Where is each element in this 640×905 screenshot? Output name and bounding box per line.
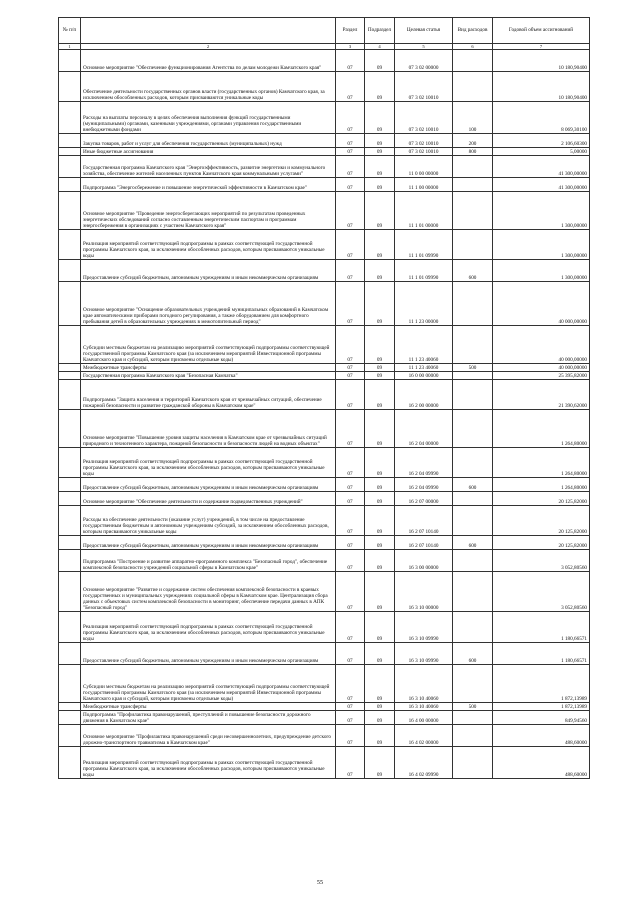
num-cell xyxy=(59,665,81,703)
expense-type-code xyxy=(453,612,493,643)
table-row xyxy=(59,156,590,178)
section-code: 07 xyxy=(336,230,365,260)
amount-value: 488,60000 xyxy=(493,725,590,747)
section-code: 07 xyxy=(336,372,365,380)
target-article-code: 11 1 23 00000 xyxy=(395,282,453,326)
table-row xyxy=(59,134,590,148)
target-article-code: 16 2 00 00000 xyxy=(395,380,453,410)
amount-value: 2 106,60300 xyxy=(493,134,590,148)
table-row xyxy=(59,506,590,536)
table-row xyxy=(59,665,590,703)
subsection-code: 09 xyxy=(365,643,395,665)
target-article-code: 07 3 02 00000 xyxy=(395,50,453,72)
num-cell xyxy=(59,725,81,747)
num-cell xyxy=(59,703,81,711)
expense-type-code xyxy=(453,665,493,703)
subsection-code: 09 xyxy=(365,536,395,550)
section-code: 07 xyxy=(336,156,365,178)
expense-type-code xyxy=(453,326,493,364)
subsection-code: 09 xyxy=(365,372,395,380)
section-code: 07 xyxy=(336,492,365,506)
table-row xyxy=(59,260,590,282)
subsection-code: 09 xyxy=(365,364,395,372)
amount-value: 1 300,00000 xyxy=(493,230,590,260)
subsection-code: 09 xyxy=(365,711,395,725)
table-row xyxy=(59,410,590,448)
target-article-code: 16 3 10 09990 xyxy=(395,643,453,665)
expense-type-code: 500 xyxy=(453,703,493,711)
subsection-code: 09 xyxy=(365,478,395,492)
header-annual-amount: Годовой объем ассигнований xyxy=(493,18,590,44)
table-row xyxy=(59,364,590,372)
amount-value: 40 000,00000 xyxy=(493,364,590,372)
section-code: 07 xyxy=(336,448,365,478)
expense-type-code: 600 xyxy=(453,643,493,665)
header-section: Раздел xyxy=(336,18,365,44)
num-cell xyxy=(59,326,81,364)
column-number: 2 xyxy=(81,44,336,50)
subsection-code: 09 xyxy=(365,380,395,410)
item-name: Основное мероприятие "Повышение уровня защиты населения в Камчатском крае от чрезвычайных ситуаций природного и техногенного характера, пожарной безопасности и безопасности людей на водных объектах" xyxy=(81,410,336,448)
item-name: Предоставление субсидий бюджетным, автономным учреждениям и иным некоммерческим организациям xyxy=(81,260,336,282)
amount-value: 8 069,30100 xyxy=(493,102,590,134)
amount-value: 1 264,80000 xyxy=(493,448,590,478)
num-cell xyxy=(59,260,81,282)
table-row xyxy=(59,192,590,230)
expense-type-code xyxy=(453,572,493,612)
subsection-code: 09 xyxy=(365,326,395,364)
num-cell xyxy=(59,506,81,536)
expense-type-code xyxy=(453,50,493,72)
header-target-article: Целевая статья xyxy=(395,18,453,44)
amount-value: 1 264,80000 xyxy=(493,478,590,492)
column-number: 7 xyxy=(493,44,590,50)
subsection-code: 09 xyxy=(365,134,395,148)
subsection-code: 09 xyxy=(365,230,395,260)
subsection-code: 09 xyxy=(365,102,395,134)
expense-type-code xyxy=(453,550,493,572)
num-cell xyxy=(59,102,81,134)
subsection-code: 09 xyxy=(365,178,395,192)
expense-type-code xyxy=(453,506,493,536)
num-cell xyxy=(59,380,81,410)
num-cell xyxy=(59,747,81,779)
target-article-code: 11 1 23 40060 xyxy=(395,364,453,372)
section-code: 07 xyxy=(336,282,365,326)
section-code: 07 xyxy=(336,506,365,536)
amount-value: 41 300,00000 xyxy=(493,156,590,178)
num-cell xyxy=(59,448,81,478)
expense-type-code xyxy=(453,372,493,380)
item-name: Подпрограмма "Энергосбережение и повышение энергетической эффективности в Камчатском крае" xyxy=(81,178,336,192)
amount-value: 41 300,00000 xyxy=(493,178,590,192)
item-name: Предоставление субсидий бюджетным, автономным учреждениям и иным некоммерческим организациям xyxy=(81,536,336,550)
section-code: 07 xyxy=(336,572,365,612)
table-row xyxy=(59,372,590,380)
amount-value: 1 180,66571 xyxy=(493,612,590,643)
item-name: Государственная программа Камчатского края "Энергоэффективность, развитие энергетики и коммунального хозяйства, обеспечение жителей населенных пунктов Камчатского края коммунальными услугами" xyxy=(81,156,336,178)
item-name: Предоставление субсидий бюджетным, автономным учреждениям и иным некоммерческим организациям xyxy=(81,478,336,492)
target-article-code: 16 2 04 00000 xyxy=(395,410,453,448)
item-name: Межбюджетные трансферты xyxy=(81,364,336,372)
target-article-code: 16 4 02 00000 xyxy=(395,725,453,747)
num-cell xyxy=(59,410,81,448)
num-cell xyxy=(59,50,81,72)
table-row xyxy=(59,478,590,492)
item-name: Расходы на обеспечение деятельности (оказание услуг) учреждений, в том числе на предоставление государственным бюджетным и автономным учреждениям субсидий, за исключением обособленных расходов, которым присваиваются уникальные коды xyxy=(81,506,336,536)
subsection-code: 09 xyxy=(365,192,395,230)
amount-value: 10 180,90400 xyxy=(493,50,590,72)
target-article-code: 16 3 10 00000 xyxy=(395,572,453,612)
section-code: 07 xyxy=(336,478,365,492)
subsection-code: 09 xyxy=(365,572,395,612)
target-article-code: 07 3 02 10010 xyxy=(395,148,453,156)
amount-value: 25 395,82000 xyxy=(493,372,590,380)
column-number: 5 xyxy=(395,44,453,50)
expense-type-code xyxy=(453,448,493,478)
item-name: Субсидии местным бюджетам на реализацию мероприятий соответствующей подпрограммы соответствующей государственной программы Камчатского края (за исключением мероприятий Инвестиционной программы Камчатского края и субсидий, которым присвоены отдельные коды) xyxy=(81,326,336,364)
subsection-code: 09 xyxy=(365,747,395,779)
expense-type-code xyxy=(453,72,493,102)
table-row xyxy=(59,550,590,572)
table-row xyxy=(59,230,590,260)
section-code: 07 xyxy=(336,102,365,134)
amount-value: 20 125,82000 xyxy=(493,506,590,536)
target-article-code: 07 3 02 10010 xyxy=(395,102,453,134)
item-name: Предоставление субсидий бюджетным, автономным учреждениям и иным некоммерческим организациям xyxy=(81,643,336,665)
section-code: 07 xyxy=(336,536,365,550)
subsection-code: 09 xyxy=(365,410,395,448)
table-row xyxy=(59,492,590,506)
expense-type-code: 600 xyxy=(453,536,493,550)
num-cell xyxy=(59,643,81,665)
table-row xyxy=(59,572,590,612)
expense-type-code: 800 xyxy=(453,148,493,156)
section-code: 07 xyxy=(336,703,365,711)
header-subsection: Подраздел xyxy=(365,18,395,44)
item-name: Основное мероприятие "Развитие и содержание систем обеспечения комплексной безопасности в краевых государственных и муниципальных учреждениях социальной сферы в Камчатском крае. Централизация сбора данных с объектовых систем комплексной безопасности в мониторинг, обеспечение передачи данных в АПК "Безопасный город" xyxy=(81,572,336,612)
expense-type-code xyxy=(453,747,493,779)
section-code: 07 xyxy=(336,550,365,572)
subsection-code: 09 xyxy=(365,260,395,282)
amount-value: 488,60000 xyxy=(493,747,590,779)
column-number: 1 xyxy=(59,44,81,50)
num-cell xyxy=(59,282,81,326)
section-code: 07 xyxy=(336,178,365,192)
section-code: 07 xyxy=(336,148,365,156)
amount-value: 1 872,13989 xyxy=(493,703,590,711)
expense-type-code: 100 xyxy=(453,102,493,134)
num-cell xyxy=(59,72,81,102)
expense-type-code: 500 xyxy=(453,364,493,372)
target-article-code: 07 3 02 10010 xyxy=(395,134,453,148)
num-cell xyxy=(59,156,81,178)
target-article-code: 16 2 07 10140 xyxy=(395,506,453,536)
table-row xyxy=(59,72,590,102)
amount-value: 1 264,80000 xyxy=(493,410,590,448)
table-row xyxy=(59,536,590,550)
target-article-code: 11 1 01 09990 xyxy=(395,230,453,260)
target-article-code: 16 2 04 09990 xyxy=(395,448,453,478)
num-cell xyxy=(59,711,81,725)
item-name: Закупка товаров, работ и услуг для обеспечения государственных (муниципальных) нужд xyxy=(81,134,336,148)
target-article-code: 16 3 10 40060 xyxy=(395,703,453,711)
table-row xyxy=(59,50,590,72)
num-cell xyxy=(59,134,81,148)
expense-type-code xyxy=(453,410,493,448)
amount-value: 1 180,66571 xyxy=(493,643,590,665)
target-article-code: 16 2 07 00000 xyxy=(395,492,453,506)
target-article-code: 16 0 00 00000 xyxy=(395,372,453,380)
expense-type-code: 200 xyxy=(453,134,493,148)
section-code: 07 xyxy=(336,665,365,703)
item-name: Реализация мероприятий соответствующей подпрограммы в рамках соответствующей государственной программы Камчатского края, за исключением обособленных расходов, которым присваиваются уникальные коды xyxy=(81,612,336,643)
num-cell xyxy=(59,230,81,260)
table-row xyxy=(59,282,590,326)
section-code: 07 xyxy=(336,326,365,364)
section-code: 07 xyxy=(336,134,365,148)
subsection-code: 09 xyxy=(365,448,395,478)
table-row xyxy=(59,178,590,192)
subsection-code: 09 xyxy=(365,72,395,102)
table-row xyxy=(59,148,590,156)
subsection-code: 09 xyxy=(365,612,395,643)
num-cell xyxy=(59,364,81,372)
num-cell xyxy=(59,372,81,380)
item-name: Государственная программа Камчатского края "Безопасная Камчатка" xyxy=(81,372,336,380)
column-number: 6 xyxy=(453,44,493,50)
expense-type-code xyxy=(453,192,493,230)
expense-type-code: 600 xyxy=(453,260,493,282)
amount-value: 3 052,80560 xyxy=(493,550,590,572)
table-header-row xyxy=(59,18,590,44)
table-row xyxy=(59,102,590,134)
item-name: Подпрограмма "Построение и развитие аппаратно-программного комплекса "Безопасный город", обеспечение комплексной безопасности учреждений социальной сферы в Камчатском крае" xyxy=(81,550,336,572)
item-name: Основное мероприятие "Оснащение образовательных учреждений муниципальных образований в Камчатском крае автоматическими приборами погодного регулирования, а также оборудованием для комфортного пребывания детей в образовательных учреждениях в межотопительный период" xyxy=(81,282,336,326)
table-row xyxy=(59,711,590,725)
num-cell xyxy=(59,492,81,506)
amount-value: 1 300,00000 xyxy=(493,260,590,282)
target-article-code: 11 1 23 40060 xyxy=(395,326,453,364)
item-name: Обеспечение деятельности государственных органов власти (государственных органов) Камчатского края, за исключением обособленных расходов, которым присваиваются уникальные коды xyxy=(81,72,336,102)
table-row xyxy=(59,747,590,779)
item-name: Реализация мероприятий соответствующей подпрограммы в рамках соответствующей государственной программы Камчатского края, за исключением обособленных расходов, которым присваиваются уникальные коды xyxy=(81,448,336,478)
table-row xyxy=(59,703,590,711)
target-article-code: 11 1 01 00000 xyxy=(395,192,453,230)
table-row xyxy=(59,448,590,478)
section-code: 07 xyxy=(336,364,365,372)
subsection-code: 09 xyxy=(365,550,395,572)
num-cell xyxy=(59,148,81,156)
target-article-code: 11 1 00 00000 xyxy=(395,178,453,192)
table-row xyxy=(59,326,590,364)
amount-value: 20 125,82000 xyxy=(493,536,590,550)
subsection-code: 09 xyxy=(365,665,395,703)
amount-value: 21 390,62000 xyxy=(493,380,590,410)
item-name: Реализация мероприятий соответствующей подпрограммы в рамках соответствующей государственной программы Камчатского края, за исключением обособленных расходов, которым присваиваются уникальные коды xyxy=(81,747,336,779)
amount-value: 40 000,00000 xyxy=(493,326,590,364)
subsection-code: 09 xyxy=(365,506,395,536)
target-article-code: 16 2 04 09990 xyxy=(395,478,453,492)
item-name: Субсидии местным бюджетам на реализацию мероприятий соответствующей подпрограммы соответствующей государственной программы Камчатского края (за исключением мероприятий Инвестиционной программы Камчатского края и субсидий, которым присвоены отдельные коды) xyxy=(81,665,336,703)
amount-value: 10 180,90400 xyxy=(493,72,590,102)
expense-type-code xyxy=(453,156,493,178)
table-row xyxy=(59,612,590,643)
section-code: 07 xyxy=(336,380,365,410)
section-code: 07 xyxy=(336,612,365,643)
section-code: 07 xyxy=(336,643,365,665)
item-name: Расходы на выплаты персоналу в целях обеспечения выполнения функций государственными (муниципальными) органами, казенными учреждениями, органами управления государственными внебюджетными фондами xyxy=(81,102,336,134)
num-cell xyxy=(59,478,81,492)
amount-value: 20 125,82000 xyxy=(493,492,590,506)
target-article-code: 16 3 10 40060 xyxy=(395,665,453,703)
table-body xyxy=(59,50,590,779)
amount-value: 3 052,80560 xyxy=(493,572,590,612)
target-article-code: 16 2 07 10140 xyxy=(395,536,453,550)
num-cell xyxy=(59,192,81,230)
amount-value: 5,00000 xyxy=(493,148,590,156)
num-cell xyxy=(59,612,81,643)
target-article-code: 16 3 10 09990 xyxy=(395,612,453,643)
section-code: 07 xyxy=(336,260,365,282)
subsection-code: 09 xyxy=(365,703,395,711)
column-number: 3 xyxy=(336,44,365,50)
num-cell xyxy=(59,550,81,572)
section-code: 07 xyxy=(336,711,365,725)
item-name: Основное мероприятие "Профилактика правонарушений среди несовершеннолетних, предупреждение детского дорожно-транспортного травматизма в Камчатском крае" xyxy=(81,725,336,747)
amount-value: 849,94560 xyxy=(493,711,590,725)
budget-allocation-table xyxy=(58,17,590,779)
amount-value: 1 300,00000 xyxy=(493,192,590,230)
expense-type-code xyxy=(453,711,493,725)
expense-type-code xyxy=(453,380,493,410)
expense-type-code xyxy=(453,178,493,192)
num-cell xyxy=(59,572,81,612)
item-name: Иные бюджетные ассигнования xyxy=(81,148,336,156)
table-row xyxy=(59,643,590,665)
num-cell xyxy=(59,536,81,550)
section-code: 07 xyxy=(336,725,365,747)
section-code: 07 xyxy=(336,192,365,230)
header-number: № п/п xyxy=(59,18,81,44)
target-article-code: 11 1 01 09990 xyxy=(395,260,453,282)
section-code: 07 xyxy=(336,747,365,779)
amount-value: 1 872,13989 xyxy=(493,665,590,703)
expense-type-code xyxy=(453,282,493,326)
subsection-code: 09 xyxy=(365,492,395,506)
target-article-code: 16 3 00 00000 xyxy=(395,550,453,572)
expense-type-code xyxy=(453,230,493,260)
item-name: Межбюджетные трансферты xyxy=(81,703,336,711)
table-row xyxy=(59,380,590,410)
table-row xyxy=(59,725,590,747)
expense-type-code: 600 xyxy=(453,478,493,492)
section-code: 07 xyxy=(336,72,365,102)
target-article-code: 16 4 02 09990 xyxy=(395,747,453,779)
item-name: Подпрограмма "Профилактика правонарушений, преступлений и повышение безопасности дорожного движения в Камчатском крае" xyxy=(81,711,336,725)
expense-type-code xyxy=(453,492,493,506)
item-name: Основное мероприятие "Проведение энергосберегающих мероприятий по результатам проведенных энергетических обследований согласно составленным энергетическим паспортам и программам энергосбережения в организациях с участием Камчатского края" xyxy=(81,192,336,230)
subsection-code: 09 xyxy=(365,148,395,156)
item-name: Подпрограмма "Защита населения и территорий Камчатского края от чрезвычайных ситуаций, обеспечение пожарной безопасности и развитие гражданской обороны в Камчатском крае" xyxy=(81,380,336,410)
amount-value: 40 000,00000 xyxy=(493,282,590,326)
item-name: Основное мероприятие "Обеспечение деятельности и содержание подведомственных учреждений" xyxy=(81,492,336,506)
item-name: Основное мероприятие "Обеспечение функционирования Агентства по делам молодежи Камчатского края" xyxy=(81,50,336,72)
section-code: 07 xyxy=(336,410,365,448)
num-cell xyxy=(59,178,81,192)
section-code: 07 xyxy=(336,50,365,72)
header-expense-type: Вид расходов xyxy=(453,18,493,44)
subsection-code: 09 xyxy=(365,50,395,72)
subsection-code: 09 xyxy=(365,725,395,747)
column-number: 4 xyxy=(365,44,395,50)
target-article-code: 07 3 02 10010 xyxy=(395,72,453,102)
item-name: Реализация мероприятий соответствующей подпрограммы в рамках соответствующей государственной программы Камчатского края, за исключением обособленных расходов, которым присваиваются уникальные коды xyxy=(81,230,336,260)
subsection-code: 09 xyxy=(365,282,395,326)
target-article-code: 16 4 00 00000 xyxy=(395,711,453,725)
header-name xyxy=(81,18,336,44)
expense-type-code xyxy=(453,725,493,747)
page-number: 55 xyxy=(316,879,324,886)
target-article-code: 11 0 00 00000 xyxy=(395,156,453,178)
subsection-code: 09 xyxy=(365,156,395,178)
